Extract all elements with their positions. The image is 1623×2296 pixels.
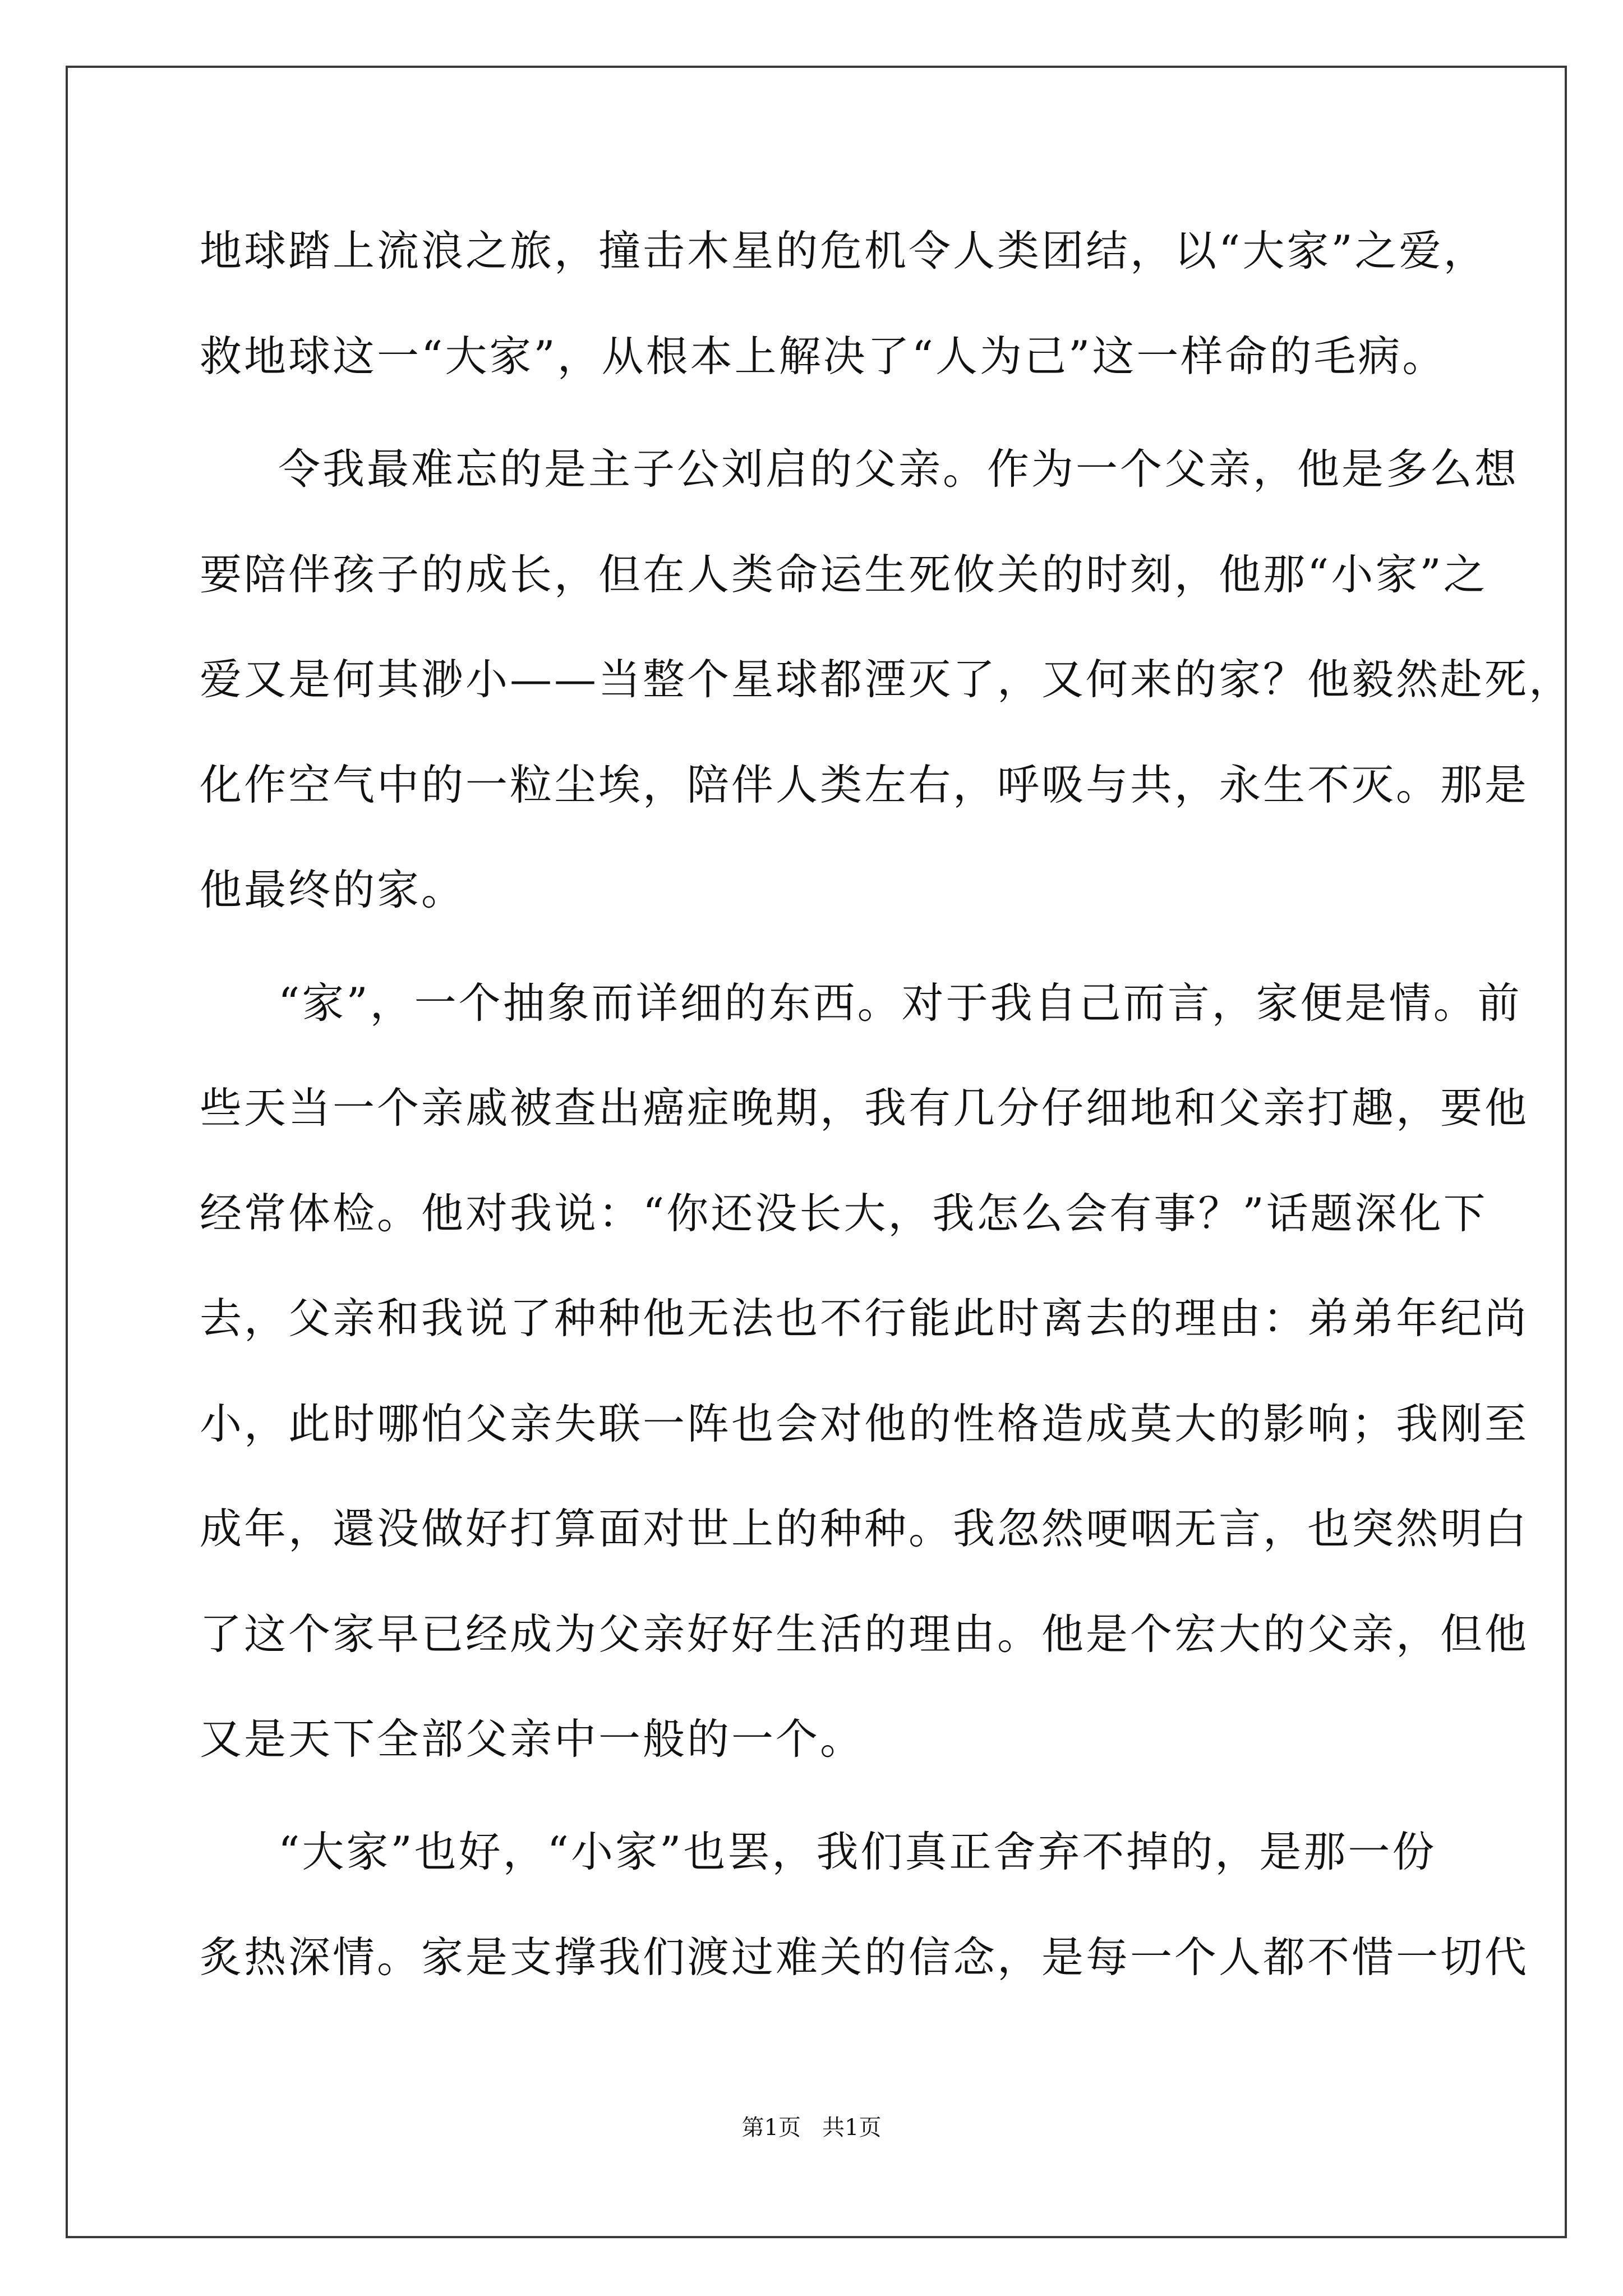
page-number: 第1页: [741, 2115, 801, 2141]
text-line: 爱又是何其渺小——当整个星球都湮灭了，又何来的家？他毅然赴死，: [200, 655, 1574, 704]
text-line: 了这个家早已经成为父亲好好生活的理由。他是个宏大的父亲，但他: [200, 1609, 1529, 1659]
text-line: 成年，還没做好打算面对世上的种种。我忽然哽咽无言，也突然明白: [200, 1504, 1529, 1553]
page-border: [66, 66, 1567, 2238]
text-line: 经常体检。他对我说：“你还没长大，我怎么会有事？”话题深化下: [200, 1189, 1488, 1238]
text-line: 炙热深情。家是支撑我们渡过难关的信念，是每一个人都不惜一切代: [200, 1932, 1529, 1982]
text-line: 他最终的家。: [200, 865, 466, 914]
paragraph-start-line: “大家”也好，“小家”也罢，我们真正舍弃不掉的，是那一份: [278, 1827, 1437, 1876]
page-total: 共1页: [822, 2115, 882, 2141]
text-line: 要陪伴孩子的成长，但在人类命运生死攸关的时刻，他那“小家”之: [200, 550, 1488, 599]
text-line: 去，父亲和我说了种种他无法也不行能此时离去的理由：弟弟年纪尚: [200, 1294, 1529, 1343]
text-line: 些天当一个亲戚被查出癌症晚期，我有几分仔细地和父亲打趣，要他: [200, 1083, 1529, 1133]
page-footer: [0, 2116, 1623, 2139]
text-line: 救地球这一“大家”，从根本上解决了“人为己”这一样命的毛病。: [200, 332, 1447, 381]
text-line: 小，此时哪怕父亲失联一阵也会对他的性格造成莫大的影响；我刚至: [200, 1399, 1529, 1448]
text-line: 又是天下全部父亲中一般的一个。: [200, 1714, 865, 1764]
paragraph-start-line: “家”，一个抽象而详细的东西。对于我自己而言，家便是情。前: [278, 978, 1522, 1028]
paragraph-start-line: 令我最难忘的是主子公刘启的父亲。作为一个父亲，他是多么想: [278, 444, 1519, 494]
text-line: 地球踏上流浪之旅，撞击木星的危机令人类团结，以“大家”之爱，: [200, 226, 1488, 275]
text-line: 化作空气中的一粒尘埃，陪伴人类左右，呼吸与共，永生不灭。那是: [200, 760, 1529, 809]
